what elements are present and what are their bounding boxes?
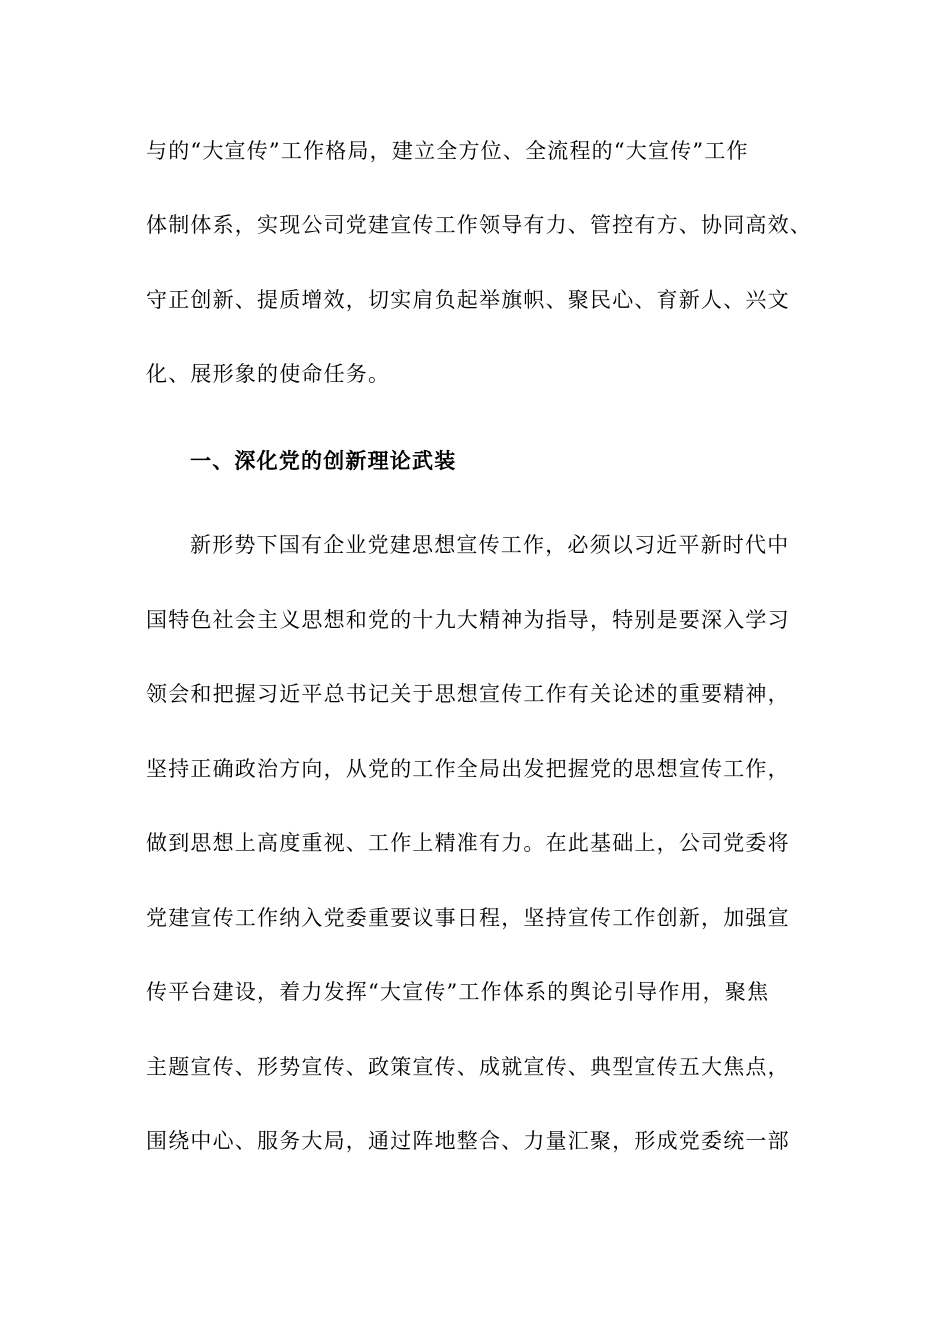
paragraph-line: 党建宣传工作纳入党委重要议事日程，坚持宣传工作创新，加强宣 [146,906,790,930]
paragraph-line: 新形势下国有企业党建思想宣传工作，必须以习近平新时代中 [190,533,790,557]
section-heading: 一、深化党的创新理论武装 [190,448,457,473]
paragraph-line: 与的“大宣传”工作格局，建立全方位、全流程的“大宣传”工作 [146,139,749,163]
paragraph-line: 国特色社会主义思想和党的十九大精神为指导，特别是要深入学习 [146,608,790,632]
paragraph-line: 做到思想上高度重视、工作上精准有力。在此基础上，公司党委将 [146,831,790,855]
paragraph-line: 守正创新、提质增效，切实肩负起举旗帜、聚民心、育新人、兴文 [146,288,790,312]
paragraph-line: 化、展形象的使命任务。 [146,362,391,386]
paragraph-line: 领会和把握习近平总书记关于思想宣传工作有关论述的重要精神， [146,682,790,706]
paragraph-line: 传平台建设，着力发挥“大宣传”工作体系的舆论引导作用，聚焦 [146,980,770,1004]
paragraph-line: 主题宣传、形势宣传、政策宣传、成就宣传、典型宣传五大焦点， [146,1055,790,1079]
paragraph-line: 围绕中心、服务大局，通过阵地整合、力量汇聚，形成党委统一部 [146,1129,790,1153]
paragraph-line: 体制体系，实现公司党建宣传工作领导有力、管控有方、协同高效、 [146,213,812,237]
paragraph-line: 坚持正确政治方向，从党的工作全局出发把握党的思想宣传工作， [146,757,790,781]
